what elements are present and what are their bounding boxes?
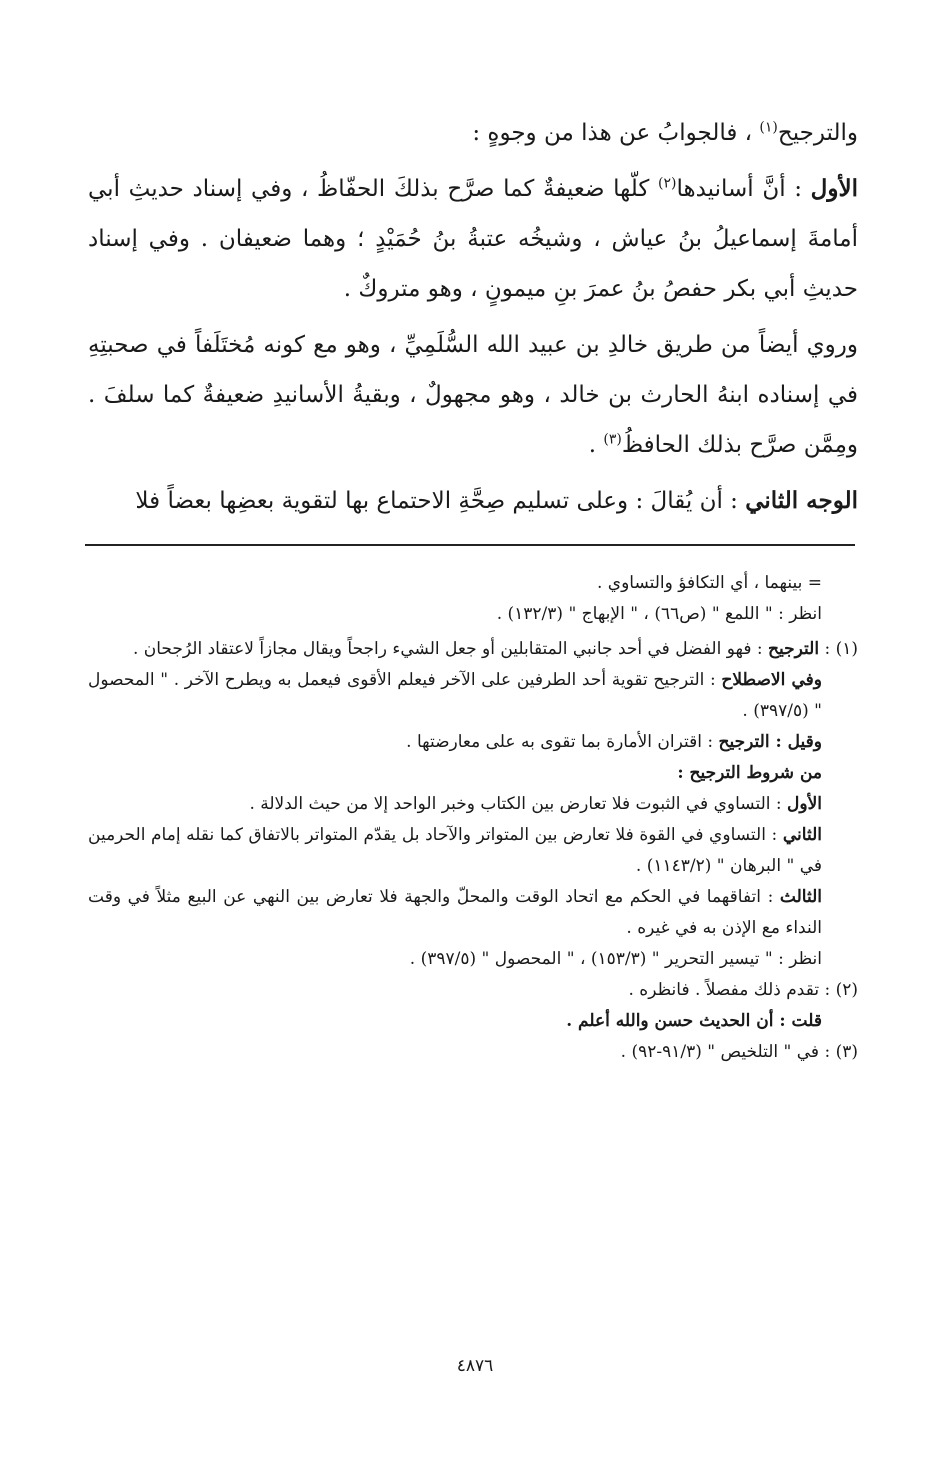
paragraph-narration: وروي أيضاً من طريق خالدِ بن عبيد الله السُّلَمِيِّ ، وهو مع كونه مُختَلَفاً في صحبتِهِ في إسناده ابنهُ الحارث بن خالد ، وهو مجهولٌ ، وبقيةُ الأسانيدِ ضعيفةٌ كما سلفَ . ومِمَّن صرَّح بذلك الحافظُ$^{(٣)}$ . [88, 332, 858, 458]
footnote-1-condition-second: الثاني : التساوي في القوة فلا تعارض بين المتواتر والآحاد بل يقدّم المتواتر بالاتفاق كما نقله إمام الحرمين في " البرهان " (١١٤٣/٢) . [88, 825, 822, 876]
paragraph-second-aspect: الوجه الثاني : أن يُقالَ : وعلى تسليم صِحَّةِ الاحتماع بها لتقوية بعضِها بعضاً فلا [135, 487, 858, 514]
footnote-ref-2: (٢) [658, 175, 677, 192]
footnote-2-comment: قلت : أن الحديث حسن والله أعلم . [566, 1011, 822, 1031]
footnote-separator [85, 544, 855, 546]
footnote-1-definition: وفي الاصطلاح : الترجيح تقوية أحد الطرفين على الآخر فيعلم الأقوى فيعمل به ويطرح الآخر . " المحصول " (٣٩٧/٥) . [88, 670, 822, 721]
footnote-continuation-ref: انظر : " اللمع " (ص٦٦) ، " الإبهاج " (١٣٢/٣) . [496, 604, 822, 624]
heading-second-aspect: الوجه الثاني [745, 487, 858, 514]
footnote-1: (١) : الترجيح : فهو الفضل في أحد جانبي المتقابلين أو جعل الشيء راجحاً ويقال مجازاً لاعتقاد الرُجحان . [132, 639, 858, 659]
footnote-1-references: انظر : " تيسير التحرير " (١٥٣/٣) ، " المحصول " (٣٩٧/٥) . [409, 949, 822, 969]
footnote-1-condition-first: الأول : التساوي في الثبوت فلا تعارض بين الكتاب وخبر الواحد إلا من حيث الدلالة . [249, 794, 822, 814]
footnote-ref-1: (١) [759, 119, 778, 136]
footnote-1-alternative: وقيل : الترجيح : اقتران الأمارة بما تقوى به على معارضتها . [406, 732, 822, 752]
footnote-1-condition-third: الثالث : اتفاقهما في الحكم مع اتحاد الوقت والمحلّ والجهة فلا تعارض بين النهي عن البيع مثلاً في وقت النداء مع الإذن به في غيره . [88, 887, 822, 938]
footnotes-section [88, 568, 858, 1068]
footnote-ref-3: (٣) [603, 431, 622, 448]
page-number: ٤٨٧٦ [456, 1356, 494, 1376]
paragraph-first-aspect: الأول : أنَّ أسانيدها$^{(٢)}$ كلّها ضعيفةٌ كما صرَّح بذلكَ الحفّاظُ ، وفي إسناد حديثِ أبي أمامةَ إسماعيلُ بنُ عياش ، وشيخُه عتبةُ بنُ حُمَيْدٍ ؛ وهما ضعيفان . وفي إسناد حديثِ أبي بكر حفصُ بنُ عمرَ بنِ ميمونٍ ، وهو متروكٌ . [88, 175, 858, 302]
paragraph-intro: والترجيح$^{(١)}$ ، فالجوابُ عن هذا من وجوهٍ : [472, 119, 858, 146]
heading-first: الأول [810, 175, 858, 202]
footnote-3: (٣) : في " التلخيص " (٩١/٣-٩٢) . [620, 1042, 858, 1062]
footnote-2: (٢) : تقدم ذلك مفصلاً . فانظره . [628, 980, 858, 1000]
main-text-body [88, 108, 858, 526]
footnote-1-conditions-heading: من شروط الترجيح : [677, 763, 822, 783]
footnote-continuation: = بينهما ، أي التكافؤ والتساوي . [596, 573, 822, 593]
